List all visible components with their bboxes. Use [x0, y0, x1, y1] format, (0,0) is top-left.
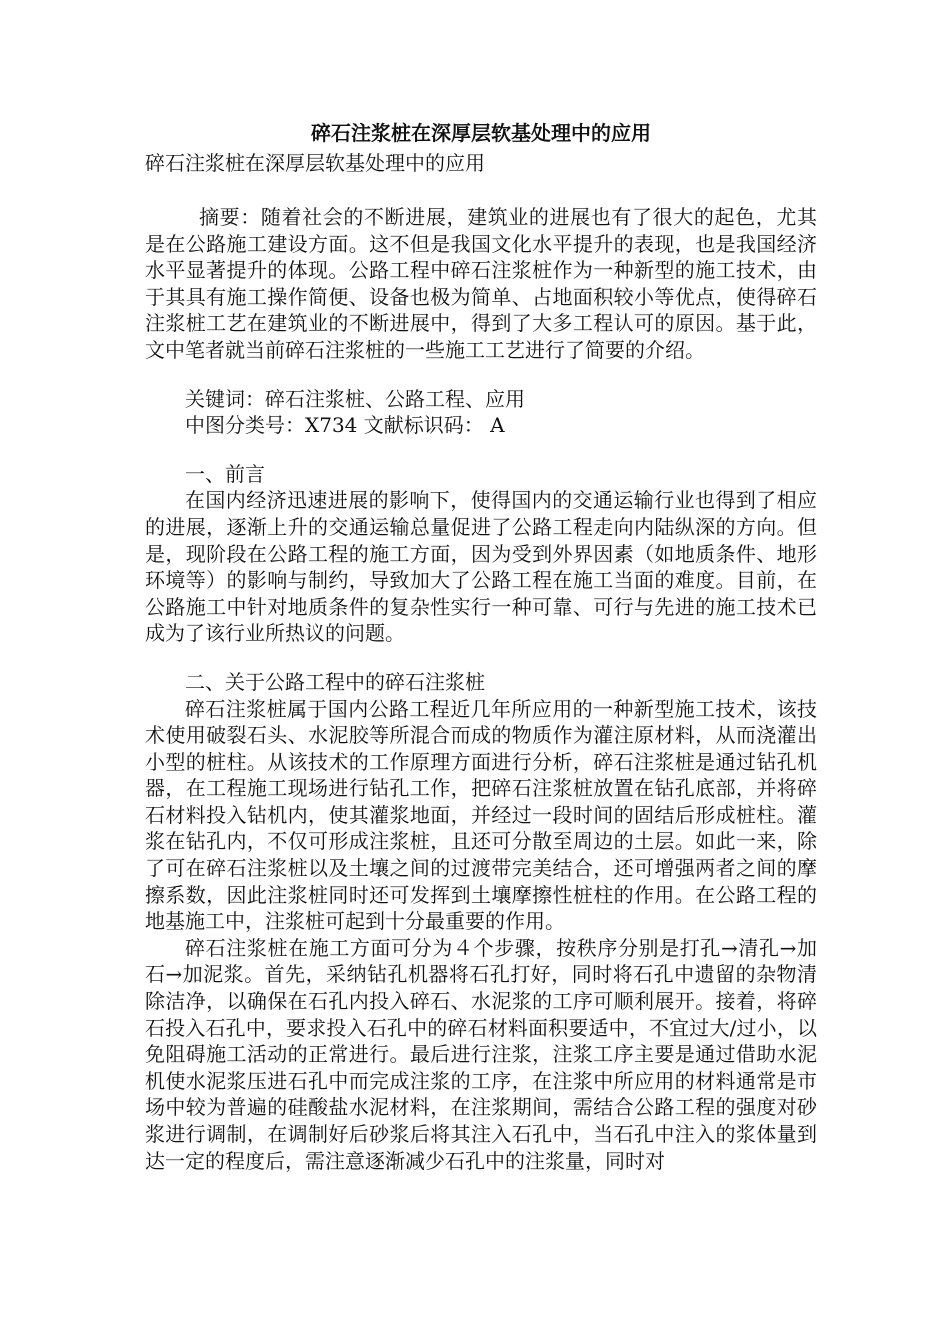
- spacer: [145, 647, 817, 669]
- keywords-line: 关键词：碎石注浆桩、公路工程、应用: [185, 386, 525, 411]
- spacer: [145, 178, 817, 204]
- section-paragraph: 在国内经济迅速进展的影响下，使得国内的交通运输行业也得到了相应的进展，逐渐上升的交通运输总量促进了公路工程走向内陆纵深的方向。但是，现阶段在公路工程的施工方面，因为受到外界因素（如地质条件、地形环境等）的影响与制约，导致加大了公路工程在施工当面的难度。目前，在公路施工中针对地质条件的复杂性实行一种可靠、可行与先进的施工技术已成为了该行业所热议的问题。: [145, 488, 817, 646]
- section-heading-intro: 一、前言: [185, 461, 265, 486]
- classification-line: 中图分类号：X734 文献标识码： A: [185, 413, 505, 438]
- section-heading-gravel-pile: 二、关于公路工程中的碎石注浆桩: [185, 669, 485, 694]
- spacer: [145, 439, 817, 461]
- section-paragraph: 碎石注浆桩属于国内公路工程近几年所应用的一种新型施工技术，该技术使用破裂石头、水泥胶等所混合而成的物质作为灌注原材料，从而浇灌出小型的桩柱。从该技术的工作原理方面进行分析，碎石注浆桩是通过钻孔机器，在工程施工现场进行钻孔工作，把碎石注浆桩放置在钻孔底部，并将碎石材料投入钻机内，使其灌浆地面，并经过一段时间的固结后形成桩柱。灌浆在钻孔内，不仅可形成注浆桩，且还可分散至周边的土层。如此一来，除了可在碎石注浆桩以及土壤之间的过渡带完美结合，还可增强两者之间的摩擦系数，因此注浆桩同时还可发挥到土壤摩擦性桩柱的作用。在公路工程的地基施工中，注浆桩可起到十分最重要的作用。: [145, 696, 817, 934]
- document-title: 碎石注浆桩在深厚层软基处理中的应用: [311, 121, 651, 145]
- document-page: [145, 118, 817, 1174]
- document-subtitle: 碎石注浆桩在深厚层软基处理中的应用: [145, 151, 485, 175]
- section-paragraph: 碎石注浆桩在施工方面可分为４个步骤，按秩序分别是打孔→清孔→加石→加泥浆。首先，采纳钻孔机器将石孔打好，同时将石孔中遗留的杂物清除洁净，以确保在石孔内投入碎石、水泥浆的工序可顺利展开。接着，将碎石投入石孔中，要求投入石孔中的碎石材料面积要适中，不宜过大/过小，以免阻碍施工活动的正常进行。最后进行注浆，注浆工序主要是通过借助水泥机使水泥浆压进石孔中而完成注浆的工序，在注浆中所应用的材料通常是市场中较为普遍的硅酸盐水泥材料，在注浆期间，需结合公路工程的强度对砂浆进行调制，在调制好后砂浆后将其注入石孔中，当石孔中注入的浆体量到达一定的程度后，需注意逐渐减少石孔中的注浆量，同时对: [145, 935, 817, 1173]
- spacer: [145, 364, 817, 386]
- abstract-paragraph: 摘要：随着社会的不断进展，建筑业的进展也有了很大的起色，尤其是在公路施工建设方面。这不但是我国文化水平提升的表现，也是我国经济水平显著提升的体现。公路工程中碎石注浆桩作为一种新型的施工技术，由于其具有施工操作简便、设备也极为简单、占地面积较小等优点，使得碎石注浆桩工艺在建筑业的不断进展中，得到了大多工程认可的原因。基于此，文中笔者就当前碎石注浆桩的一些施工工艺进行了简要的介绍。: [145, 205, 817, 362]
